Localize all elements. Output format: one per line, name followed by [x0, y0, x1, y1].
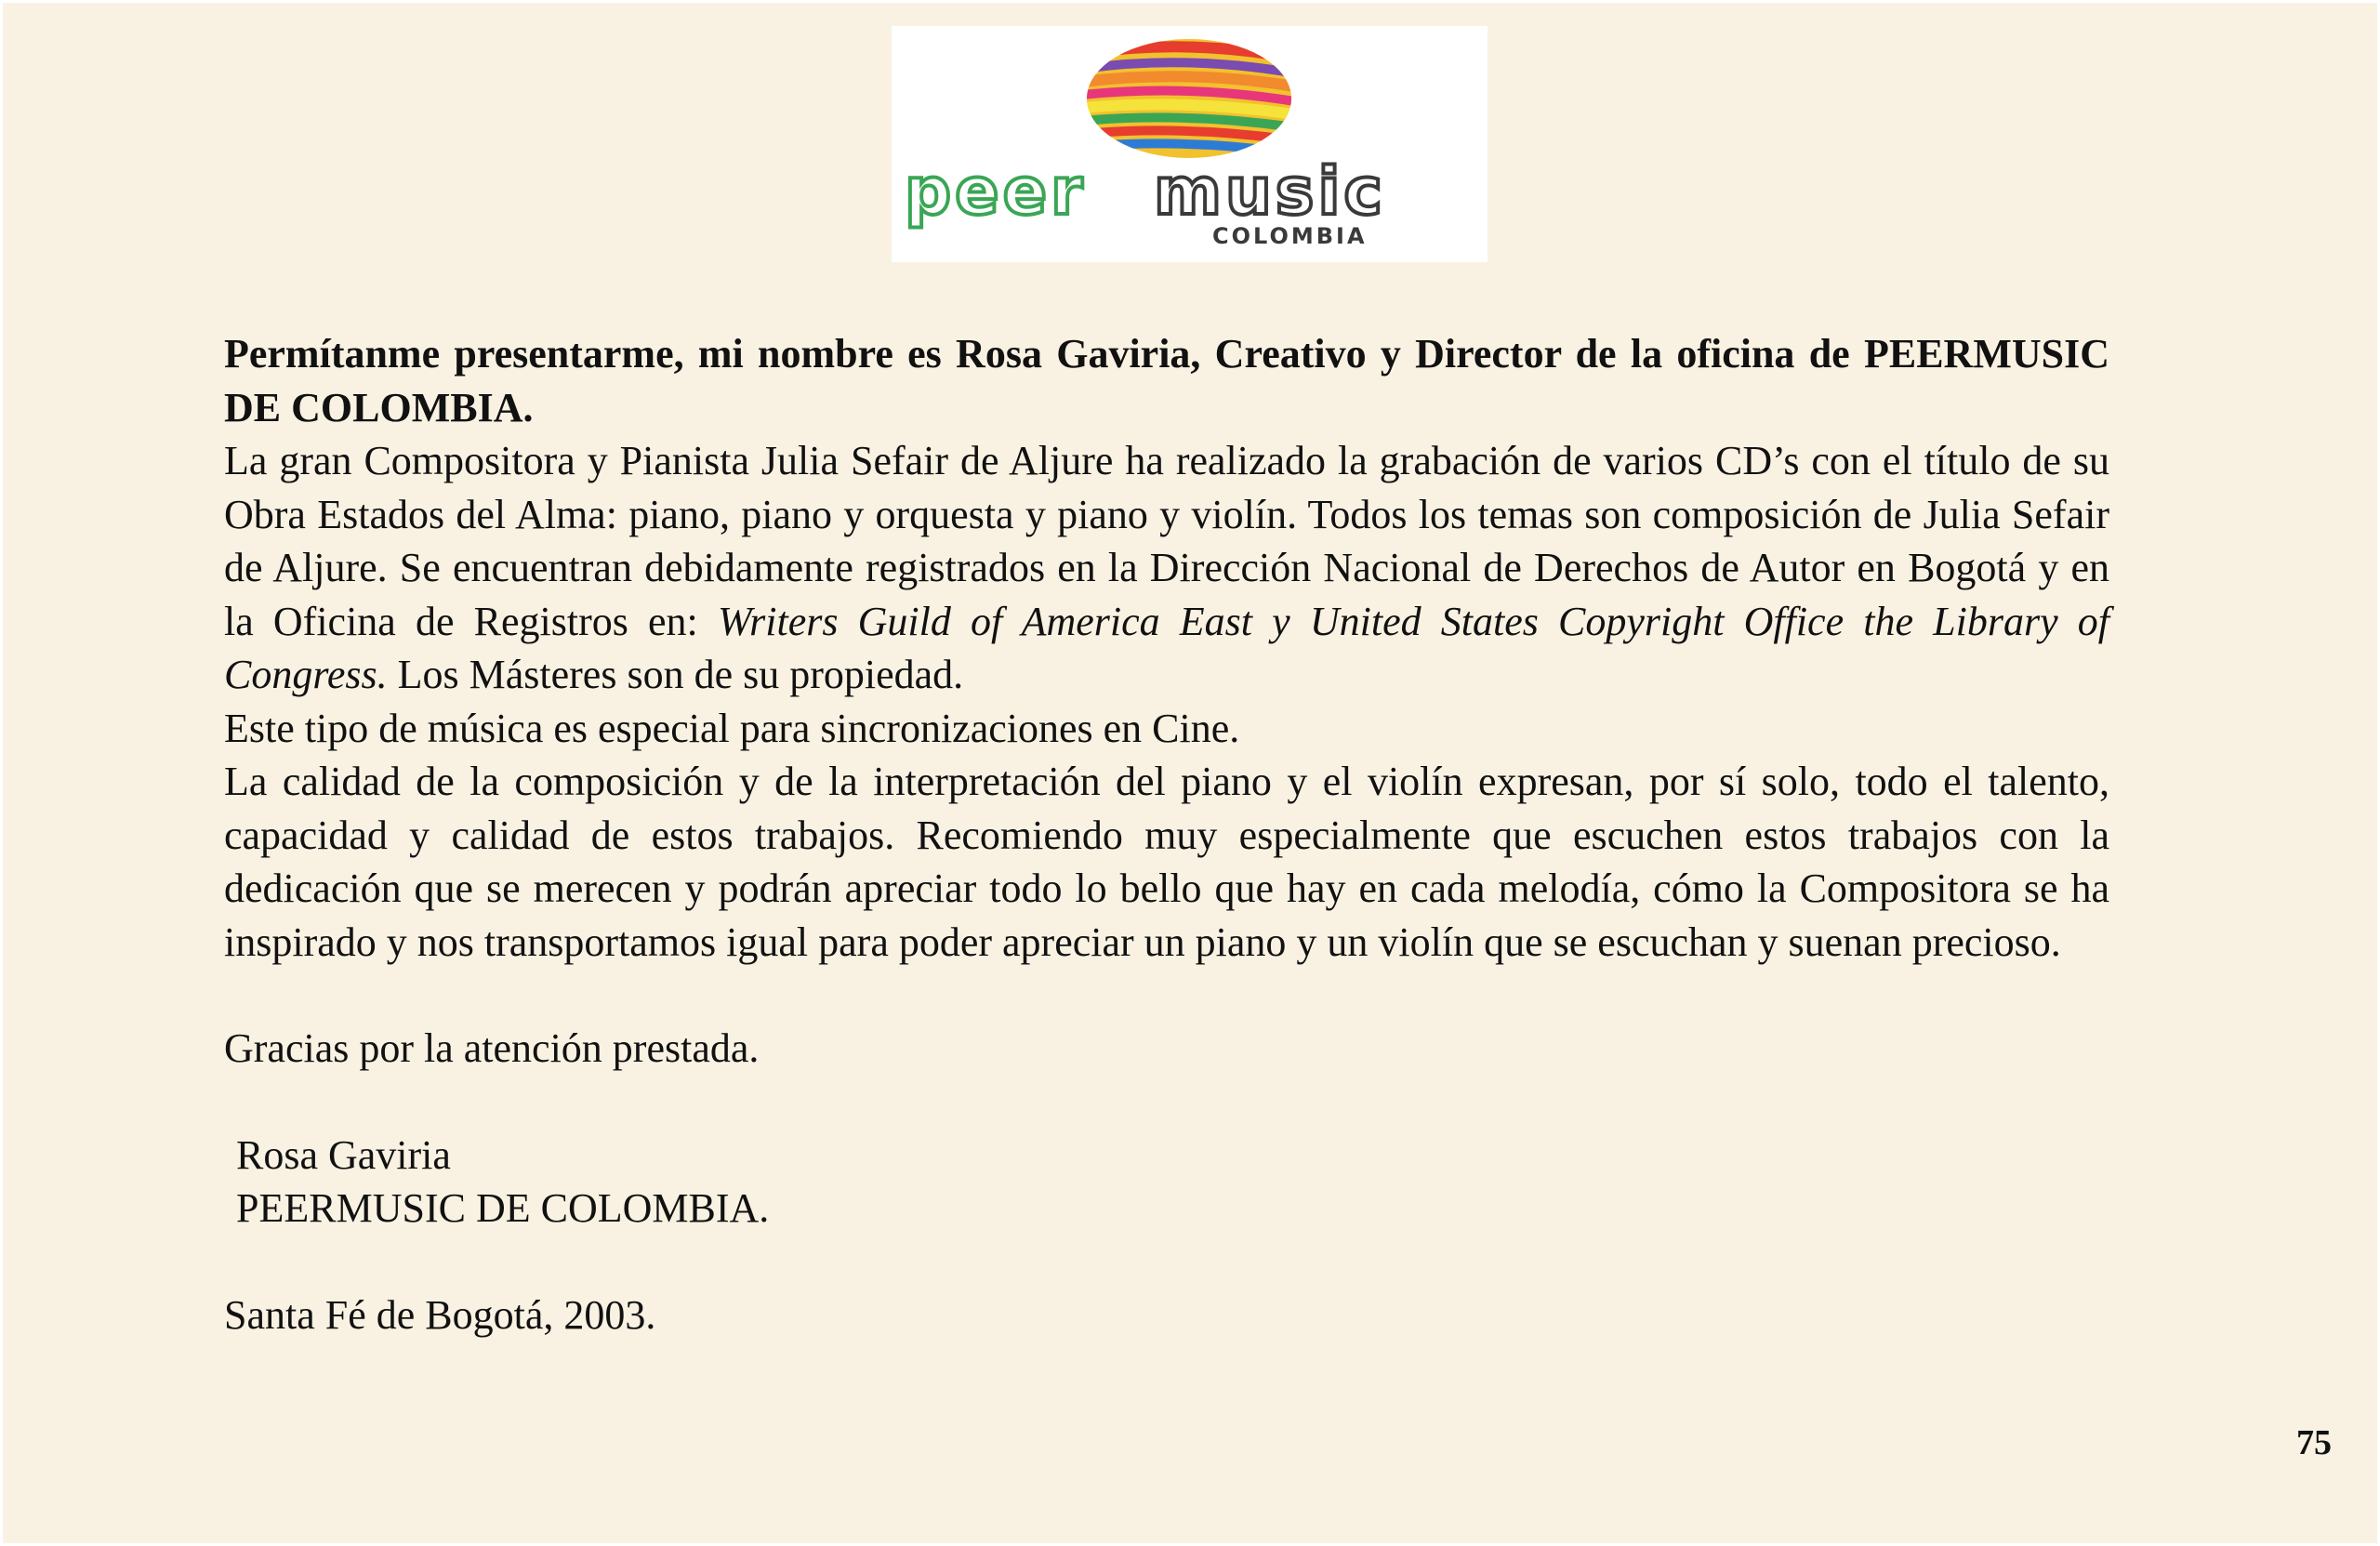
closing-line: Gracias por la atención prestada. — [224, 1025, 760, 1071]
peermusic-logo-graphic — [892, 26, 1488, 262]
peermusic-logo — [892, 26, 1488, 262]
spacer — [224, 969, 2109, 1022]
intro-paragraph: Permítanme presentarme, mi nombre es Rosa Gaviria, Creativo y Director de la oficina de PEERMUSIC DE COLOMBIA. — [224, 331, 2109, 430]
letter-body — [224, 327, 2109, 1341]
signature-company: PEERMUSIC DE COLOMBIA. — [236, 1185, 770, 1231]
spacer — [224, 1235, 2109, 1288]
cinema-paragraph: Este tipo de música es especial para sincronizaciones en Cine. — [224, 705, 1240, 751]
place-date: Santa Fé de Bogotá, 2003. — [224, 1291, 656, 1338]
registry-names: Writers Guild of America East y United States Copyright Office the Library of Congress. — [224, 598, 2109, 697]
recording-text-start: La gran Compositora y Pianista Julia Sefair de Aljure ha realizado la grabación de varios CD’s con el título de su Obra Estados del Alma: piano, piano y orquesta y piano y violín. Todos los temas son composición de Julia Sefair de Aljure. Se encuentran debidamente registrados en la Dirección Nacional de Derechos de Autor en Bogotá y en la Oficina de Registros en: — [224, 438, 2109, 644]
signature-name: Rosa Gaviria — [236, 1131, 451, 1178]
logo-subtitle: COLOMBIA — [1212, 223, 1368, 249]
page-number: 75 — [2296, 1423, 2332, 1462]
recording-text-end: Los Másteres son de su propiedad. — [387, 652, 964, 697]
recording-paragraph — [224, 434, 2109, 702]
logo-wordmark-peer: peer — [905, 153, 1087, 230]
quality-paragraph: La calidad de la composición y de la interpretación del piano y el violín expresan, por sí solo, todo el talento, capacidad y calidad de estos trabajos. Recomiendo muy especialmente que escuchen estos trabajos con la dedicación que se merecen y podrán apreciar todo lo bello que hay en cada melodía, cómo la Compositora se ha inspirado y nos transportamos igual para poder apreciar un piano y un violín que se escuchan y suenan precioso. — [224, 759, 2109, 965]
spacer — [224, 1076, 2109, 1129]
logo-wordmark-music: music — [1154, 153, 1386, 230]
striped-ball-icon — [1078, 35, 1301, 165]
